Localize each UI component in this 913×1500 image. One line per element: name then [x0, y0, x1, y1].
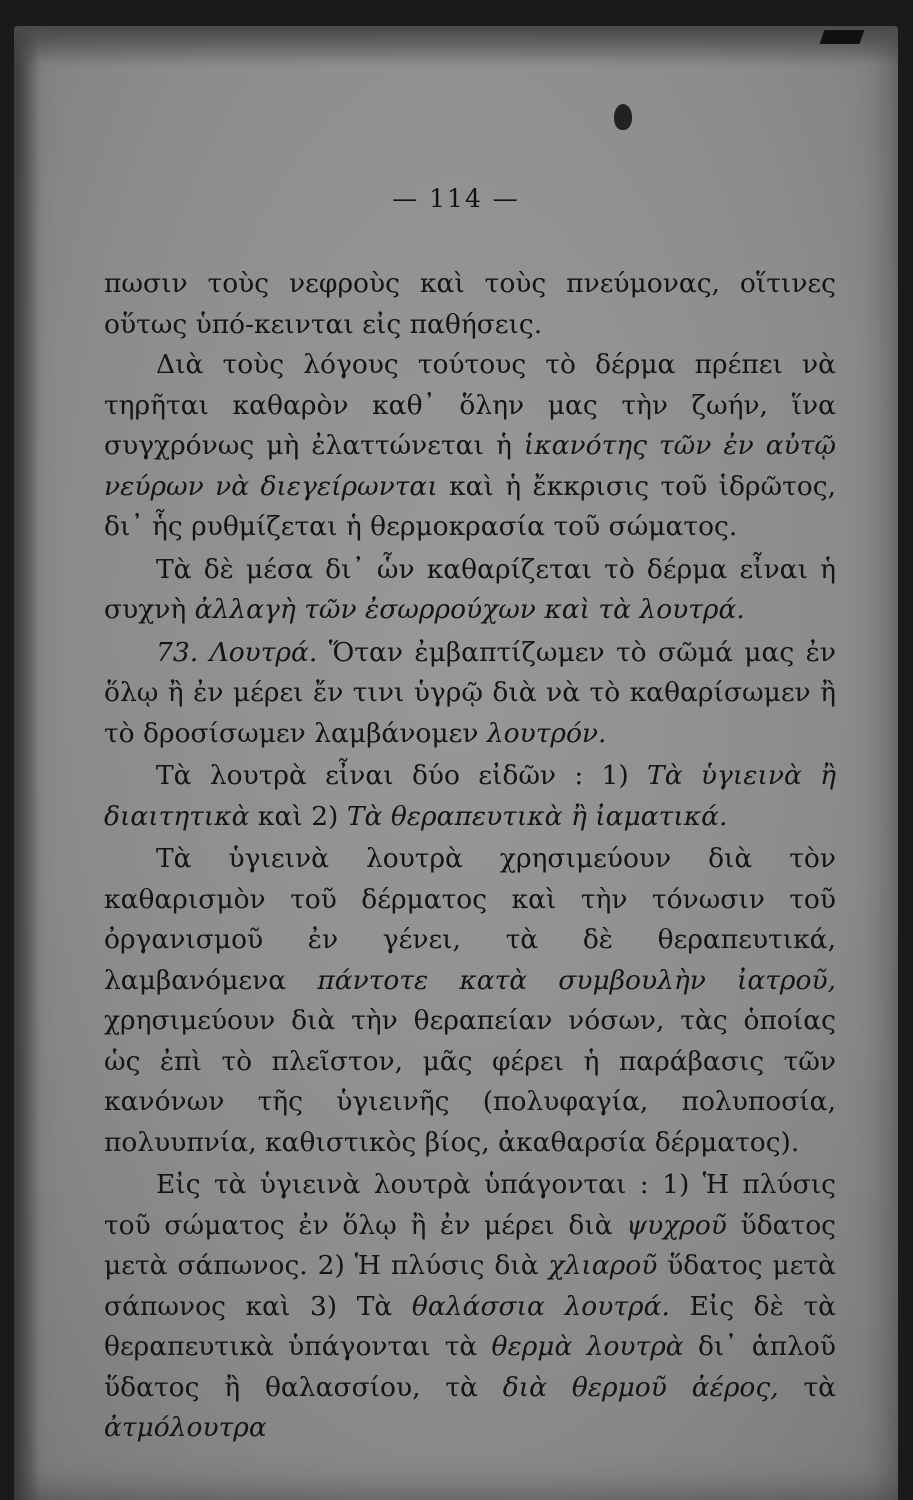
paragraph: [104, 756, 836, 837]
text-run: Εἰς τὰ ὑγιεινὰ λουτρὰ ὑπάγονται : 1) Ἡ πλύσις τοῦ σώματος ἐν ὅλῳ ἢ ἐν μέρει διὰ: [104, 1169, 836, 1241]
paragraph: [104, 839, 836, 1163]
text-run: ὕδατος μετὰ σάπωνος. 2) Ἡ πλύσις διὰ: [104, 1209, 836, 1281]
body-text: [104, 264, 836, 1449]
page-shadow-left: [14, 26, 40, 1500]
text-run: δι᾽ ἁπλοῦ ὕδατος ἢ θαλασσίου, τὰ: [104, 1331, 836, 1403]
text-run: Τὰ λουτρὰ εἶναι δύο εἰδῶν : 1): [156, 760, 648, 791]
italic-run: Τὰ θεραπευτικὰ ἢ ἰαματικά.: [346, 800, 728, 832]
text-run: Διὰ τοὺς λόγους τούτους τὸ δέρμα πρέπει νὰ τηρῆται καθαρὸν καθ᾽ ὅλην μας τὴν ζωήν, ἵνα συγχρόνως μὴ ἐλαττώνεται ἡ: [104, 349, 836, 461]
corner-tear: [819, 30, 864, 44]
italic-run: πάντοτε κατὰ συμβουλὴν ἰατροῦ,: [317, 964, 836, 996]
text-run: καὶ 2): [249, 800, 347, 832]
text-run: καὶ ἡ ἔκκρισις τοῦ ἱδρῶτος, δι᾽ ἧς ρυθμίζεται ἡ θερμοκρασία τοῦ σώματος.: [104, 470, 836, 542]
italic-run: ψυχροῦ: [626, 1209, 727, 1241]
italic-run: ἀλλαγὴ τῶν ἐσωρρούχων καὶ τὰ λουτρά.: [194, 594, 745, 625]
section-73-paragraph: [104, 633, 836, 755]
italic-run: διὰ θερμοῦ ἀέρος,: [502, 1371, 779, 1403]
text-run: ὕδατος μετὰ σάπωνος καὶ 3) Τὰ: [104, 1250, 836, 1322]
text-run: πωσιν τοὺς νεφροὺς καὶ τοὺς πνεύμονας, οἵτινες οὕτως ὑπό-κεινται εἰς παθήσεις.: [104, 268, 836, 340]
italic-run: λουτρόν.: [486, 717, 607, 749]
paragraph: [104, 345, 836, 548]
section-heading: 73. Λουτρά.: [156, 636, 318, 668]
italic-run: ἱκανότης τῶν ἐν αὐτῷ νεύρων νὰ διεγείρωνται: [104, 430, 836, 502]
italic-run: ἀτμόλουτρα: [104, 1412, 267, 1443]
paragraph: [104, 550, 836, 631]
italic-run: θαλάσσια λουτρά.: [411, 1290, 670, 1322]
text-run: Τὰ ὑγιεινὰ λουτρὰ χρησιμεύουν διὰ τὸν καθαρισμὸν τοῦ δέρματος καὶ τὴν τόνωσιν τοῦ ὀργανισμοῦ ἐν γένει, τὰ δὲ θεραπευτικά, λαμβανόμενα: [104, 843, 836, 996]
text-run: Ὅταν ἐμβαπτίζωμεν τὸ σῶμά μας ἐν ὅλῳ ἢ ἐν μέρει ἔν τινι ὑγρῷ διὰ νὰ τὸ καθαρίσωμεν ἢ τὸ δροσίσωμεν λαμβάνομεν: [104, 636, 836, 749]
text-run: Εἰς δὲ τὰ θεραπευτικὰ ὑπάγονται τὰ: [104, 1290, 836, 1362]
page-number: — 114 —: [392, 184, 520, 213]
text-run: χρησιμεύουν διὰ τὴν θεραπείαν νόσων, τὰς ὁποίας ὡς ἐπὶ τὸ πλεῖστον, μᾶς φέρει ἡ παράβασις τῶν κανόνων τῆς ὑγιεινῆς (πολυφαγία, πολυποσία, πολυυπνία, καθιστικὸς βίος, ἀκαθαρσία δέρματος).: [104, 1005, 836, 1158]
page-shadow-top: [14, 26, 898, 66]
italic-run: Τὰ ὑγιεινὰ ἢ διαιτητικὰ: [104, 760, 837, 832]
scanned-book-page: [14, 26, 898, 1500]
text-run: τὰ: [778, 1371, 837, 1403]
italic-run: χλιαροῦ: [548, 1250, 658, 1281]
ink-spot: [614, 104, 632, 130]
italic-run: θερμὰ λουτρὰ: [491, 1331, 684, 1362]
text-run: Τὰ δὲ μέσα δι᾽ ὧν καθαρίζεται τὸ δέρμα εἶναι ἡ συχνὴ: [104, 553, 836, 625]
paragraph-continuation: [104, 264, 836, 345]
paragraph: [104, 1165, 836, 1449]
